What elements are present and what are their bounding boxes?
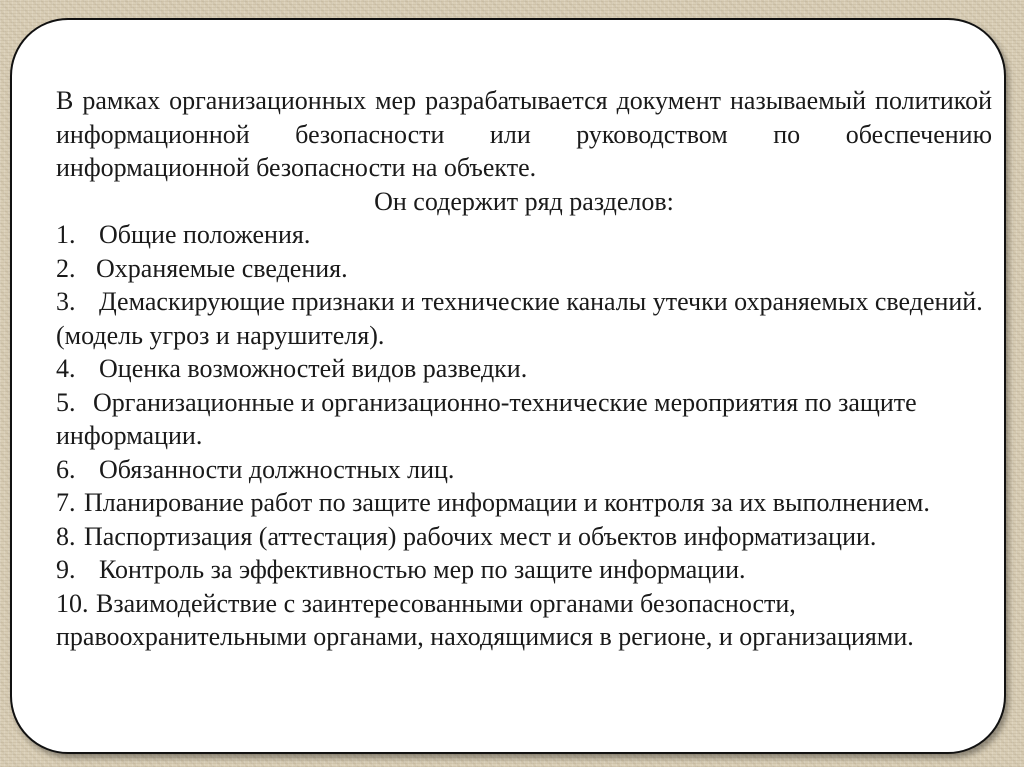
section-number: 2. bbox=[56, 253, 76, 283]
section-number: 5. bbox=[56, 387, 76, 417]
section-number: 7. bbox=[56, 488, 76, 517]
section-item bbox=[56, 285, 992, 352]
section-text: Планирование работ по защите информации и контроля за их выполнением. bbox=[84, 488, 930, 517]
section-item bbox=[56, 218, 992, 252]
section-number: 8. bbox=[56, 521, 76, 551]
section-text: Обязанности должностных лиц. bbox=[99, 454, 455, 484]
section-text: Общие положения. bbox=[99, 220, 311, 249]
section-text: Взаимодействие с заинтересованными органами безопасности, правоохранительными органами, находящимися в регионе, и организациями. bbox=[56, 588, 914, 651]
sections-subtitle: Он содержит ряд разделов: bbox=[374, 186, 674, 216]
section-text: Организационные и организационно-технические мероприятия по защите информации. bbox=[56, 387, 917, 450]
section-item bbox=[56, 453, 992, 487]
section-text: Охраняемые сведения. bbox=[96, 253, 348, 283]
intro-paragraph: В рамках организационных мер разрабатывается документ называемый политикой информационной безопасности или руководством по обеспечению информационной безопасности на объекте. bbox=[56, 86, 992, 182]
section-text: Паспортизация (аттестация) рабочих мест и объектов информатизации. bbox=[84, 521, 877, 551]
section-item bbox=[56, 352, 992, 386]
section-text: Контроль за эффективностью мер по защите информации. bbox=[99, 555, 746, 584]
section-number: 9. bbox=[56, 555, 76, 584]
slide-panel bbox=[10, 18, 1006, 754]
slide-content bbox=[56, 84, 992, 654]
section-number: 4. bbox=[56, 354, 76, 383]
section-number: 1. bbox=[56, 220, 76, 249]
section-item bbox=[56, 486, 992, 520]
section-number: 6. bbox=[56, 454, 76, 484]
section-item bbox=[56, 252, 992, 286]
section-item bbox=[56, 587, 992, 654]
section-number: 10. bbox=[56, 588, 89, 618]
sections-list bbox=[56, 218, 992, 654]
section-item bbox=[56, 386, 992, 453]
section-item bbox=[56, 520, 992, 554]
section-number: 3. bbox=[56, 287, 76, 316]
section-text: Оценка возможностей видов разведки. bbox=[99, 354, 528, 383]
section-text: Демаскирующие признаки и технические каналы утечки охраняемых сведений. (модель угроз и нарушителя). bbox=[56, 287, 983, 350]
section-item bbox=[56, 553, 992, 587]
